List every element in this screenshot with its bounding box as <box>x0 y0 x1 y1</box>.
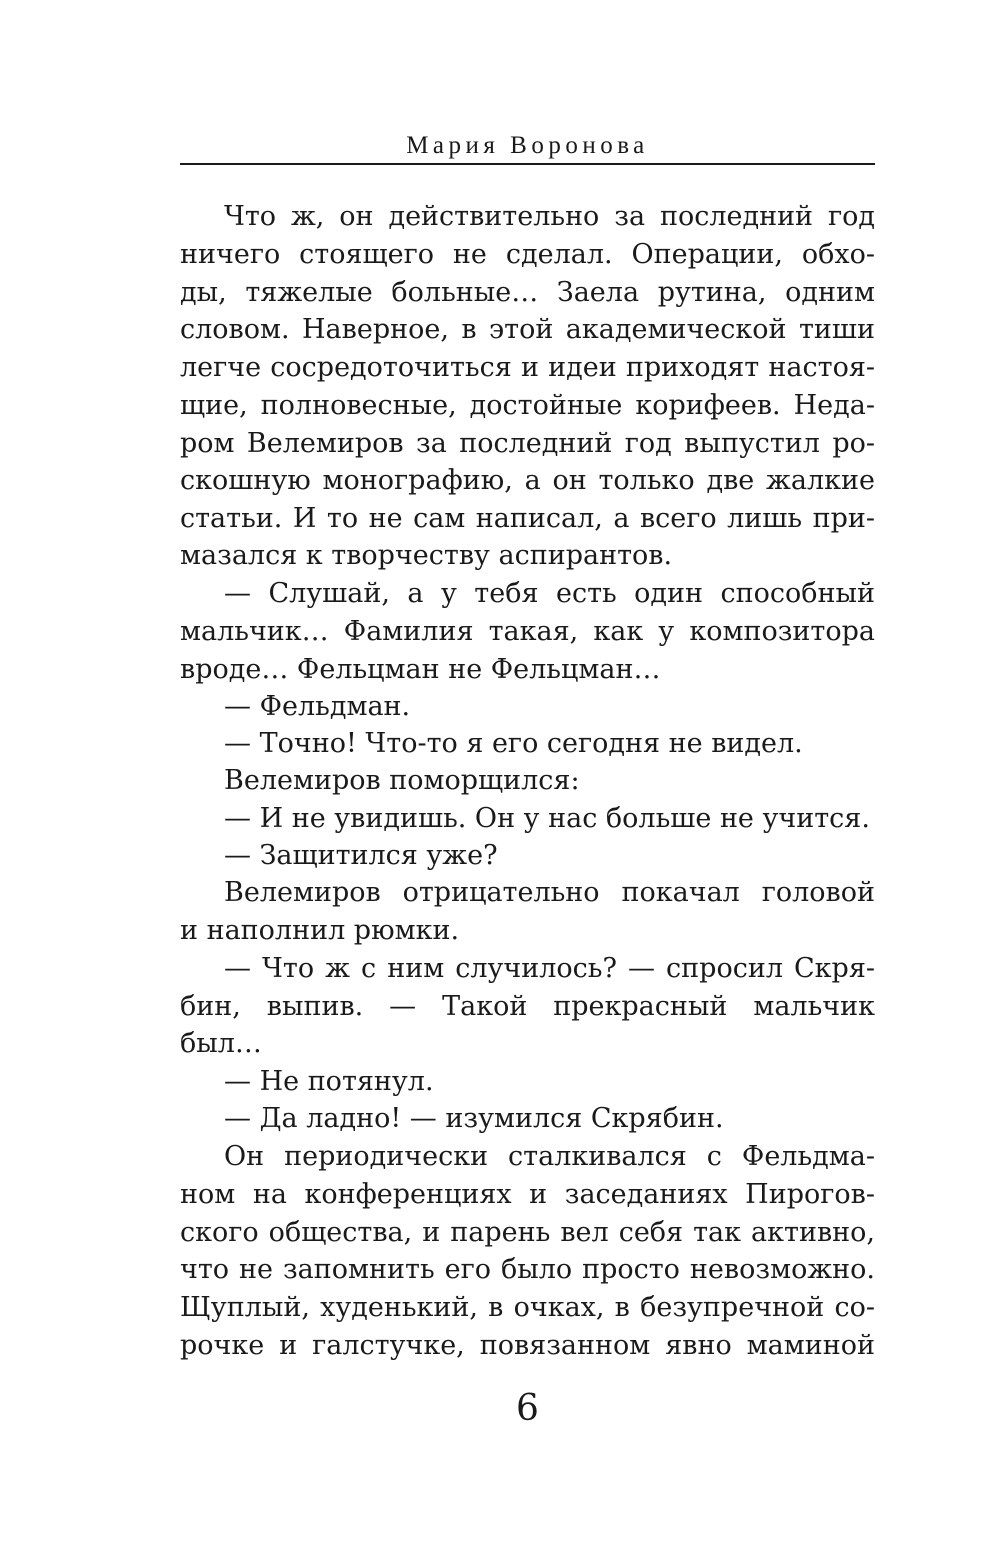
text-line: и наполнил рюмки. <box>180 915 460 946</box>
text-line: ном на конференциях и заседаниях Пирогов- <box>180 1179 875 1210</box>
text-line: словом. Наверное, в этой академической тиши <box>180 314 875 345</box>
text-line: — Что ж с ним случилось? — спросил Скря- <box>224 953 875 984</box>
text-line: что не запомнить его было просто невозможно. <box>180 1254 875 1285</box>
text-line: ды, тяжелые больные… Заела рутина, одним <box>180 277 875 308</box>
text-line: — Фельдман. <box>224 691 411 722</box>
text-line: легче сосредоточиться и идеи приходят настоя- <box>180 352 875 383</box>
text-line: — Не потянул. <box>224 1066 434 1097</box>
text-line: бин, выпив. — Такой прекрасный мальчик <box>180 991 875 1022</box>
text-line: Что ж, он действительно за последний год <box>224 201 875 232</box>
text-line: — Да ладно! — изумился Скрябин. <box>224 1103 724 1134</box>
text-line: Он периодически сталкивался с Фельдма- <box>224 1141 875 1172</box>
text-line: скошную монографию, а он только две жалкие <box>180 465 875 496</box>
text-line: ничего стоящего не сделал. Операции, обхо- <box>180 239 875 270</box>
text-line: Велемиров поморщился: <box>224 765 580 796</box>
text-line: Велемиров отрицательно покачал головой <box>224 877 875 908</box>
text-line: ского общества, и парень вел себя так активно, <box>180 1217 875 1248</box>
page-number: 6 <box>516 1388 539 1429</box>
body-text <box>180 0 875 1562</box>
text-line: вроде… Фельцман не Фельцман… <box>180 654 661 685</box>
text-line: мазался к творчеству аспирантов. <box>180 540 673 571</box>
running-header: Мария Воронова <box>406 132 649 159</box>
text-line: — И не увидишь. Он у нас больше не учится. <box>224 803 870 834</box>
text-line: рочке и галстучке, повязанном явно маминой <box>180 1330 875 1361</box>
text-line: — Защитился уже? <box>224 840 498 871</box>
text-line: щие, полновесные, достойные корифеев. Неда- <box>180 390 875 421</box>
text-line: ром Велемиров за последний год выпустил ро- <box>180 428 875 459</box>
text-line: — Точно! Что-то я его сегодня не видел. <box>224 728 803 759</box>
text-line: статьи. И то не сам написал, а всего лишь при- <box>180 503 875 534</box>
text-line: — Слушай, а у тебя есть один способный <box>224 578 875 609</box>
text-line: мальчик… Фамилия такая, как у композитора <box>180 616 875 647</box>
text-line: был… <box>180 1028 262 1059</box>
text-line: Щуплый, худенький, в очках, в безупречной со- <box>180 1292 875 1323</box>
